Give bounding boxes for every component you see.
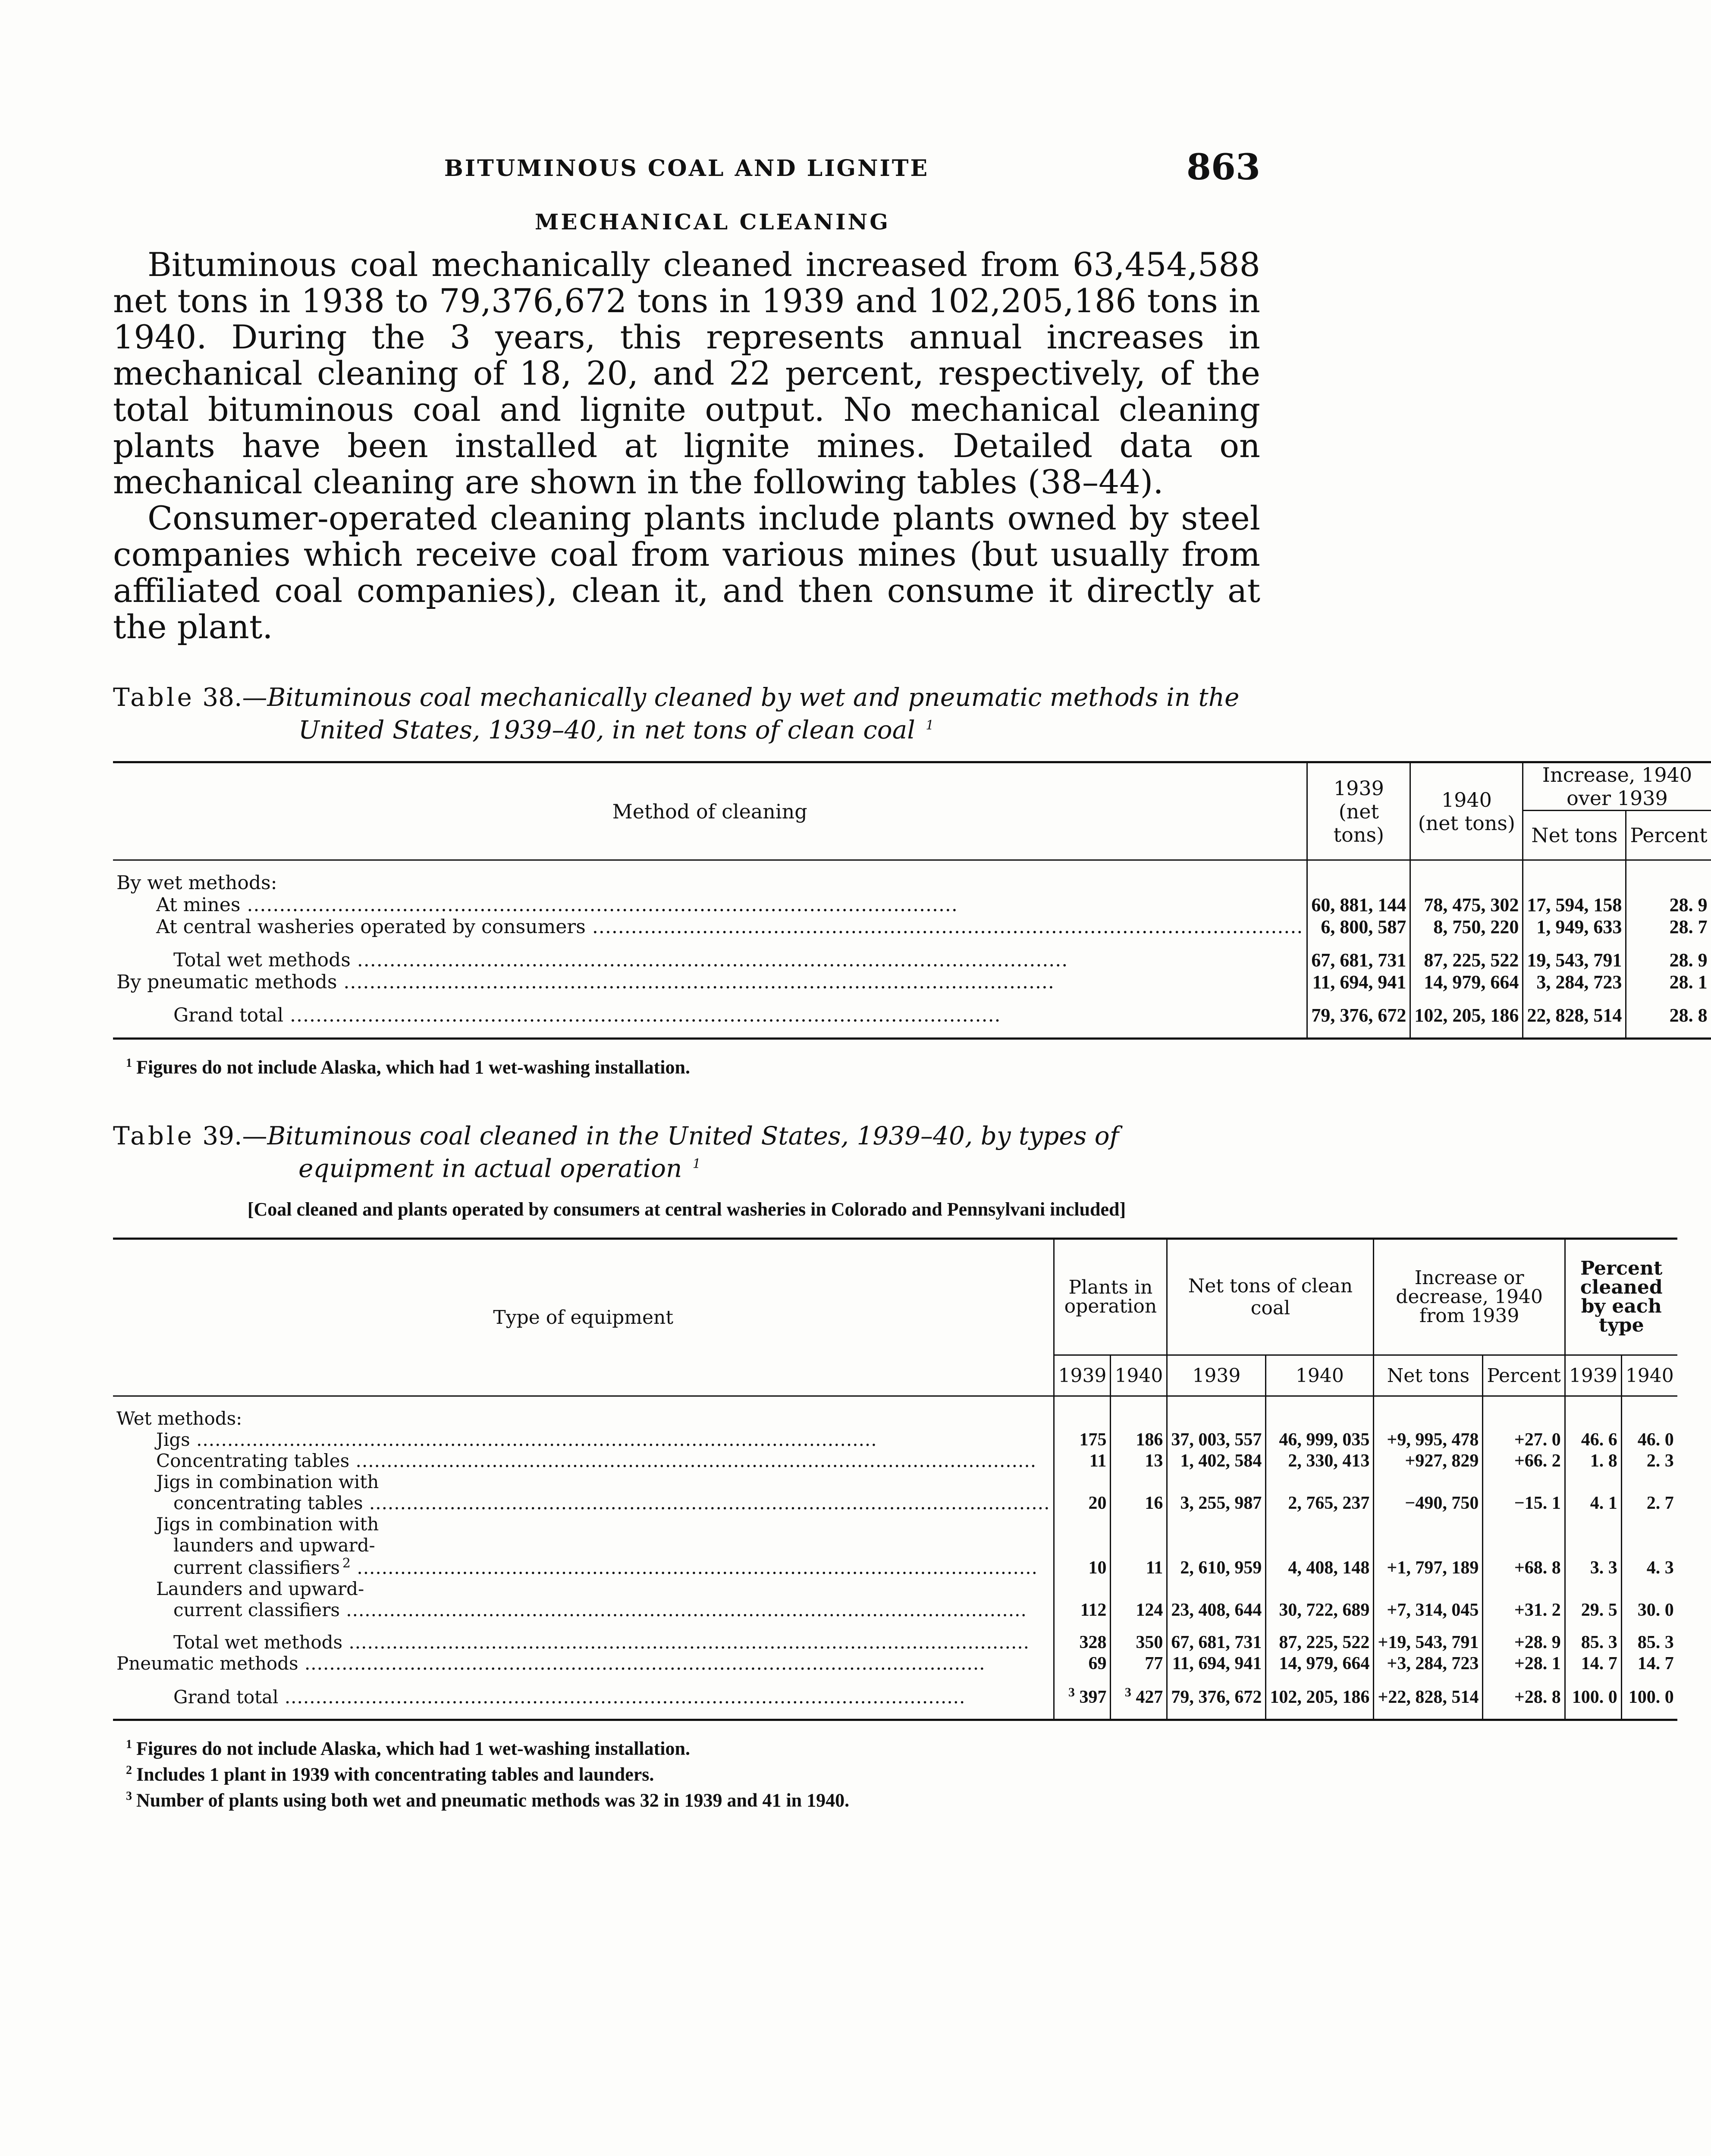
cell-plants-1939 [1054,1685,1111,1708]
cell-net: 19, 543, 791 [1523,949,1626,971]
cell-net: +9, 995, 478 [1374,1429,1483,1450]
cell-plants-1939: 20 [1054,1471,1111,1514]
cell-net: 1, 949, 633 [1523,916,1626,938]
col-increase: Increase or decrease, 1940 from 1939 [1374,1239,1565,1355]
footnote [126,1734,1260,1760]
row-label-line: current classifiers [173,1557,340,1579]
table-row [113,1632,1677,1653]
col-percent-cleaned: Percent cleaned by each type [1565,1239,1677,1355]
footnote-text: Number of plants using both wet and pneumatic methods was 32 in 1939 and 41 in 1940. [136,1789,850,1811]
cell-plants-1939: 10 [1054,1514,1111,1578]
cell-plants-1940: 13 [1111,1450,1167,1471]
table-row [113,872,1711,894]
cell-tons-1940: 2, 765, 237 [1266,1471,1374,1514]
cell-plants-1940: 11 [1111,1514,1167,1578]
table-38-footnotes [113,1053,1260,1078]
col-net-tons: Net tons [1523,811,1626,860]
table-39 [113,1238,1677,1721]
col-plants-1940: 1940 [1111,1355,1167,1396]
table-39-caption [113,1122,1260,1182]
row-label: Concentrating tables ..... [113,1450,1054,1471]
group-label: Wet methods: [116,1408,242,1429]
cell-1939: 60, 881, 144 [1307,894,1410,916]
col-tons-1939: 1939 [1167,1355,1266,1396]
cell-plants-1940 [1111,1685,1167,1708]
row-label: Total wet methods ..... [113,949,1307,971]
row-label: Jigs ..... [113,1429,1054,1450]
group-label: By wet methods: [116,872,277,894]
cell-tons-1939: 67, 681, 731 [1167,1632,1266,1653]
cell-net: +19, 543, 791 [1374,1632,1483,1653]
cell-tons-1940: 102, 205, 186 [1266,1685,1374,1708]
footnote-marker: 2 [126,1763,132,1777]
cell-tons-1939: 3, 255, 987 [1167,1471,1266,1514]
table-row [113,1004,1711,1026]
cell-tons-1939: 79, 376, 672 [1167,1685,1266,1708]
cell-1939: 79, 376, 672 [1307,1004,1410,1026]
row-label-line: concentrating tables ..... [156,1492,1050,1514]
row-label-line: Jigs in combination with [156,1471,379,1493]
cell-tons-1939: 23, 408, 644 [1167,1578,1266,1620]
col-1940 [1410,762,1523,860]
table-38 [113,761,1711,1040]
cell-1940: 8, 750, 220 [1410,916,1523,938]
cell-plants-1939: 69 [1054,1653,1111,1674]
cell-plants-1939: 328 [1054,1632,1111,1653]
cell-pct: +68. 8 [1483,1514,1565,1578]
cell-plants-1939: 112 [1054,1578,1111,1620]
cell-pct: +28. 9 [1483,1632,1565,1653]
footnote-ref: 3 [1068,1685,1075,1700]
col-type: Type of equipment [113,1239,1054,1396]
table-39-note: [Coal cleaned and plants operated by consumers at central washeries in Colorado and Pennsylvani included] [247,1199,1126,1220]
cell-pct: 28. 7 [1626,916,1711,938]
cell-pct: +28. 1 [1483,1653,1565,1674]
cell-cleaned-1940: 100. 0 [1621,1685,1677,1708]
cell-pct: +66. 2 [1483,1450,1565,1471]
cell-plants-1940: 77 [1111,1653,1167,1674]
row-label: Total wet methods ..... [113,1632,1054,1653]
table-row [113,1429,1677,1450]
table-row [113,1653,1677,1674]
col-net-tons-clean: Net tons of clean coal [1167,1239,1374,1355]
col-1939 [1307,762,1410,860]
cell-tons-1940: 14, 979, 664 [1266,1653,1374,1674]
cell-net: +22, 828, 514 [1374,1685,1483,1708]
table-39-title-ref: 1 [692,1156,701,1172]
footnote [126,1053,1260,1078]
col-plants-1939: 1939 [1054,1355,1111,1396]
cell-1939: 67, 681, 731 [1307,949,1410,971]
row-label-line: Jigs in combination with [156,1514,379,1535]
cell-1940: 102, 205, 186 [1410,1004,1523,1026]
footnote-text: Figures do not include Alaska, which had 1 wet-washing installation. [136,1056,690,1078]
table-row [113,894,1711,916]
cell-net: 22, 828, 514 [1523,1004,1626,1026]
cell-tons-1940: 46, 999, 035 [1266,1429,1374,1450]
table-38-title-ref: 1 [926,718,934,733]
cell-plants-1939: 175 [1054,1429,1111,1450]
paragraph-2: Consumer-operated cleaning plants include plants owned by steel companies which receive coal from various mines (but usually from affiliated coal companies), clean it, and then consume it directly at the plant. [113,499,1260,646]
cell-plants-1940: 186 [1111,1429,1167,1450]
cell-pct: 28. 9 [1626,894,1711,916]
cell-plants-1940: 16 [1111,1471,1167,1514]
cell-net: 17, 594, 158 [1523,894,1626,916]
cell-cleaned-1939: 1. 8 [1565,1450,1621,1471]
row-label: At central washeries operated by consumers ..... [113,916,1307,938]
footnote-marker: 1 [126,1738,132,1752]
table-row [113,971,1711,993]
cell-cleaned-1939: 100. 0 [1565,1685,1621,1708]
cell-tons-1940: 30, 722, 689 [1266,1578,1374,1620]
row-label: Pneumatic methods ..... [113,1653,1054,1674]
cell-1940: 14, 979, 664 [1410,971,1523,993]
cell-net: +927, 829 [1374,1450,1483,1471]
cell-value: 427 [1136,1687,1163,1708]
cell-1939: 6, 800, 587 [1307,916,1410,938]
cell-1940: 87, 225, 522 [1410,949,1523,971]
section-title: MECHANICAL CLEANING [535,209,890,235]
table-39-footnotes [113,1734,1260,1811]
cell-net: +3, 284, 723 [1374,1653,1483,1674]
col-method: Method of cleaning [113,762,1307,860]
footnote [126,1786,1260,1811]
cell-tons-1939: 11, 694, 941 [1167,1653,1266,1674]
footnote-ref: 3 [1124,1685,1131,1700]
cell-pct: +28. 8 [1483,1685,1565,1708]
table-39-number: 39.— [202,1121,267,1150]
table-row [113,1685,1677,1708]
table-row [113,1578,1677,1620]
cell-tons-1939: 37, 003, 557 [1167,1429,1266,1450]
cell-pct: −15. 1 [1483,1471,1565,1514]
row-label [113,1471,1054,1514]
table-row [113,1514,1677,1578]
table-38-number: 38.— [202,683,267,712]
row-label [113,1514,1054,1578]
col-plants: Plants in operation [1054,1239,1167,1355]
col-cleaned-1940: 1940 [1621,1355,1677,1396]
cell-cleaned-1940: 4. 3 [1621,1514,1677,1578]
row-label: Grand total ..... [113,1685,1054,1708]
cell-cleaned-1939: 29. 5 [1565,1578,1621,1620]
running-title: BITUMINOUS COAL AND LIGNITE [444,155,929,182]
cell-cleaned-1939: 4. 1 [1565,1471,1621,1514]
page [113,147,1708,1811]
table-row [113,1408,1677,1429]
cell-plants-1939: 11 [1054,1450,1111,1471]
cell-cleaned-1939: 14. 7 [1565,1653,1621,1674]
col-1940-year: 1940 [1441,788,1492,812]
cell-tons-1939: 2, 610, 959 [1167,1514,1266,1578]
cell-tons-1939: 1, 402, 584 [1167,1450,1266,1471]
cell-pct: +27. 0 [1483,1429,1565,1450]
cell-tons-1940: 87, 225, 522 [1266,1632,1374,1653]
table-38-title: Bituminous coal mechanically cleaned by wet and pneumatic methods in the United States, 1939–40, in net tons of clean coal [267,683,1240,745]
page-number: 863 [1186,147,1260,188]
col-cleaned-1939: 1939 [1565,1355,1621,1396]
footnote-ref: 2 [342,1556,351,1571]
row-label [113,1578,1054,1620]
footnote-marker: 3 [126,1789,132,1803]
cell-value: 397 [1079,1687,1107,1708]
row-label: By pneumatic methods ..... [113,971,1307,993]
cell-cleaned-1940: 2. 3 [1621,1450,1677,1471]
cell-pct: 28. 9 [1626,949,1711,971]
cell-net: +7, 314, 045 [1374,1578,1483,1620]
row-label: At mines ..... [113,894,1307,916]
cell-cleaned-1940: 14. 7 [1621,1653,1677,1674]
cell-plants-1940: 124 [1111,1578,1167,1620]
col-1940-unit: (net tons) [1418,811,1515,835]
running-head [113,147,1260,188]
cell-tons-1940: 2, 330, 413 [1266,1450,1374,1471]
row-label: Grand total ..... [113,1004,1307,1026]
footnote [126,1760,1260,1786]
col-1939-unit: (net tons) [1333,799,1384,846]
table-38-label: Table [113,683,195,712]
table-39-title: Bituminous coal cleaned in the United States, 1939–40, by types of equipment in actual operation [267,1121,1119,1183]
footnote-text: Includes 1 plant in 1939 with concentrating tables and launders. [136,1764,654,1785]
row-label-line: Launders and upward- [156,1578,364,1600]
col-increase: Increase, 1940 over 1939 [1523,762,1711,811]
cell-cleaned-1940: 30. 0 [1621,1578,1677,1620]
col-net-tons: Net tons [1374,1355,1483,1396]
cell-1939: 11, 694, 941 [1307,971,1410,993]
cell-cleaned-1940: 2. 7 [1621,1471,1677,1514]
col-tons-1940: 1940 [1266,1355,1374,1396]
cell-net: 3, 284, 723 [1523,971,1626,993]
col-1939-year: 1939 [1333,776,1384,800]
cell-net: +1, 797, 189 [1374,1514,1483,1578]
table-row [113,949,1711,971]
table-39-label: Table [113,1121,195,1150]
cell-cleaned-1939: 85. 3 [1565,1632,1621,1653]
cell-cleaned-1940: 46. 0 [1621,1429,1677,1450]
table-row [113,916,1711,938]
cell-cleaned-1939: 46. 6 [1565,1429,1621,1450]
cell-pct: 28. 8 [1626,1004,1711,1026]
cell-1940: 78, 475, 302 [1410,894,1523,916]
table-38-caption [113,683,1260,744]
cell-pct: 28. 1 [1626,971,1711,993]
footnote-marker: 1 [126,1056,132,1070]
table-row [113,1450,1677,1471]
cell-cleaned-1939: 3. 3 [1565,1514,1621,1578]
cell-plants-1940: 350 [1111,1632,1167,1653]
cell-tons-1940: 4, 408, 148 [1266,1514,1374,1578]
col-percent: Percent [1626,811,1711,860]
footnote-text: Figures do not include Alaska, which had 1 wet-washing installation. [136,1738,690,1759]
row-label-line: launders and upward- [173,1535,375,1556]
col-percent: Percent [1483,1355,1565,1396]
row-label-line: current classifiers ..... [156,1599,1027,1620]
cell-pct: +31. 2 [1483,1578,1565,1620]
table-row [113,1471,1677,1514]
cell-net: −490, 750 [1374,1471,1483,1514]
paragraph-1: Bituminous coal mechanically cleaned increased from 63,454,588 net tons in 1938 to 79,376,672 tons in 1939 and 102,205,186 tons in 1940. During the 3 years, this represents annual increases in mechanical cleaning of 18, 20, and 22 percent, respectively, of the total bituminous coal and lignite output. No mechanical cleaning plants have been installed at lignite mines. Detailed data on mechanical cleaning are shown in the following tables (38–44). [113,245,1260,501]
cell-cleaned-1940: 85. 3 [1621,1632,1677,1653]
